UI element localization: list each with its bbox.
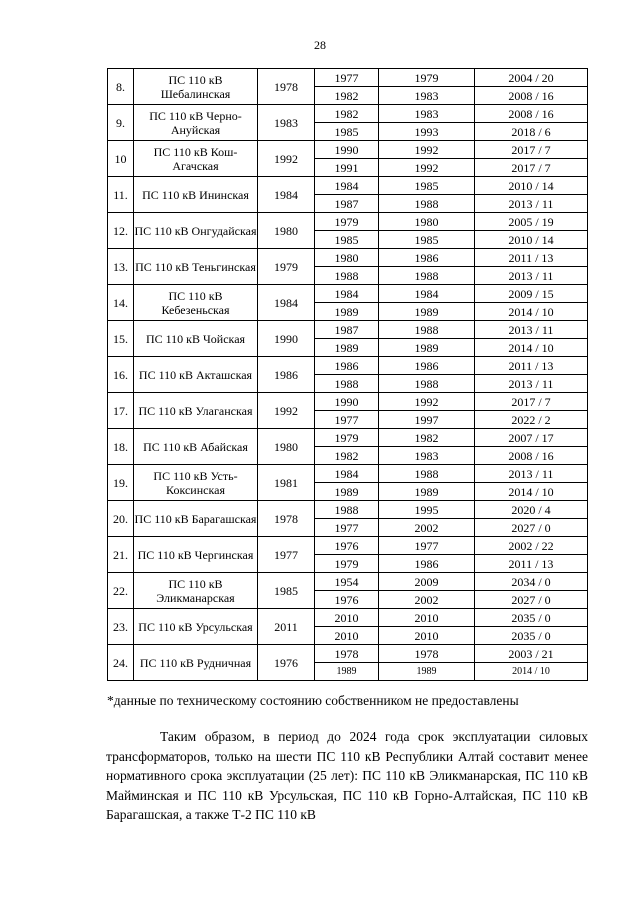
install-year: 1989 bbox=[379, 303, 475, 321]
commission-year: 1978 bbox=[258, 69, 315, 105]
commission-year: 1990 bbox=[258, 321, 315, 357]
footnote: *данные по техническому состоянию собственником не предоставлены bbox=[107, 693, 519, 708]
commission-year: 1980 bbox=[258, 213, 315, 249]
install-year: 1986 bbox=[379, 555, 475, 573]
manufacture-year: 1976 bbox=[315, 591, 379, 609]
row-number: 19. bbox=[108, 465, 134, 501]
commission-year: 1984 bbox=[258, 285, 315, 321]
table-row bbox=[108, 645, 588, 663]
end-of-life: 2022 / 2 bbox=[475, 411, 588, 429]
manufacture-year: 2010 bbox=[315, 627, 379, 645]
manufacture-year: 1982 bbox=[315, 447, 379, 465]
install-year: 1978 bbox=[379, 645, 475, 663]
end-of-life: 2014 / 10 bbox=[475, 483, 588, 501]
install-year: 1986 bbox=[379, 357, 475, 375]
substation-name: ПС 110 кВ Барагашская bbox=[134, 501, 258, 537]
substation-name: ПС 110 кВ Урсульская bbox=[134, 609, 258, 645]
substation-name: ПС 110 кВ Кебезеньская bbox=[134, 285, 258, 321]
end-of-life: 2004 / 20 bbox=[475, 69, 588, 87]
table-row bbox=[108, 465, 588, 483]
end-of-life: 2002 / 22 bbox=[475, 537, 588, 555]
substation-name: ПС 110 кВ Чергинская bbox=[134, 537, 258, 573]
body-paragraph: Таким образом, в период до 2024 года срок эксплуатации силовых трансформаторов, только на шести ПС 110 кВ Республики Алтай составит менее нормативного срока эксплуатации (25 лет): ПС 110 кВ Эликманарская, ПС 110 кВ Майминская и ПС 110 кВ Урсульская, ПС 110 кВ Горно-Алтайская, ПС 110 кВ Барагашская, а также Т-2 ПС 110 кВ bbox=[106, 729, 588, 822]
end-of-life: 2017 / 7 bbox=[475, 393, 588, 411]
install-year: 2002 bbox=[379, 519, 475, 537]
end-of-life: 2017 / 7 bbox=[475, 141, 588, 159]
manufacture-year: 1977 bbox=[315, 519, 379, 537]
commission-year: 1986 bbox=[258, 357, 315, 393]
commission-year: 1992 bbox=[258, 393, 315, 429]
substation-name: ПС 110 кВ Рудничная bbox=[134, 645, 258, 681]
row-number: 22. bbox=[108, 573, 134, 609]
commission-year: 1984 bbox=[258, 177, 315, 213]
install-year: 1988 bbox=[379, 195, 475, 213]
manufacture-year: 1988 bbox=[315, 267, 379, 285]
commission-year: 1976 bbox=[258, 645, 315, 681]
row-number: 16. bbox=[108, 357, 134, 393]
substation-name: ПС 110 кВ Онгудайская bbox=[134, 213, 258, 249]
manufacture-year: 1990 bbox=[315, 393, 379, 411]
row-number: 10 bbox=[108, 141, 134, 177]
substation-name: ПС 110 кВ Улаганская bbox=[134, 393, 258, 429]
install-year: 1997 bbox=[379, 411, 475, 429]
install-year: 2010 bbox=[379, 609, 475, 627]
install-year: 2002 bbox=[379, 591, 475, 609]
row-number: 12. bbox=[108, 213, 134, 249]
row-number: 20. bbox=[108, 501, 134, 537]
manufacture-year: 1987 bbox=[315, 321, 379, 339]
install-year: 1995 bbox=[379, 501, 475, 519]
install-year: 1992 bbox=[379, 393, 475, 411]
commission-year: 1981 bbox=[258, 465, 315, 501]
install-year: 1982 bbox=[379, 429, 475, 447]
commission-year: 1985 bbox=[258, 573, 315, 609]
end-of-life: 2013 / 11 bbox=[475, 375, 588, 393]
end-of-life: 2034 / 0 bbox=[475, 573, 588, 591]
table-row bbox=[108, 105, 588, 123]
install-year: 2009 bbox=[379, 573, 475, 591]
install-year: 1983 bbox=[379, 87, 475, 105]
install-year: 2010 bbox=[379, 627, 475, 645]
manufacture-year: 1988 bbox=[315, 375, 379, 393]
install-year: 1989 bbox=[379, 483, 475, 501]
end-of-life: 2010 / 14 bbox=[475, 177, 588, 195]
end-of-life: 2011 / 13 bbox=[475, 249, 588, 267]
substation-name: ПС 110 кВ Черно-Ануйская bbox=[134, 105, 258, 141]
manufacture-year: 1977 bbox=[315, 69, 379, 87]
table-row bbox=[108, 177, 588, 195]
install-year: 1988 bbox=[379, 321, 475, 339]
end-of-life: 2013 / 11 bbox=[475, 267, 588, 285]
manufacture-year: 2010 bbox=[315, 609, 379, 627]
install-year: 1979 bbox=[379, 69, 475, 87]
table-row bbox=[108, 501, 588, 519]
end-of-life: 2009 / 15 bbox=[475, 285, 588, 303]
install-year: 1988 bbox=[379, 465, 475, 483]
row-number: 21. bbox=[108, 537, 134, 573]
install-year: 1977 bbox=[379, 537, 475, 555]
install-year: 1992 bbox=[379, 159, 475, 177]
end-of-life: 2027 / 0 bbox=[475, 591, 588, 609]
page-number: 28 bbox=[314, 38, 326, 52]
install-year: 1989 bbox=[379, 339, 475, 357]
manufacture-year: 1979 bbox=[315, 213, 379, 231]
end-of-life: 2010 / 14 bbox=[475, 231, 588, 249]
row-number: 17. bbox=[108, 393, 134, 429]
substation-name: ПС 110 кВ Кош-Агачская bbox=[134, 141, 258, 177]
manufacture-year: 1979 bbox=[315, 429, 379, 447]
row-number: 18. bbox=[108, 429, 134, 465]
row-number: 24. bbox=[108, 645, 134, 681]
substation-name: ПС 110 кВ Абайская bbox=[134, 429, 258, 465]
manufacture-year: 1989 bbox=[315, 663, 379, 681]
manufacture-year: 1988 bbox=[315, 501, 379, 519]
install-year: 1989 bbox=[379, 663, 475, 681]
end-of-life: 2035 / 0 bbox=[475, 627, 588, 645]
end-of-life: 2011 / 13 bbox=[475, 357, 588, 375]
manufacture-year: 1977 bbox=[315, 411, 379, 429]
install-year: 1993 bbox=[379, 123, 475, 141]
commission-year: 1977 bbox=[258, 537, 315, 573]
manufacture-year: 1954 bbox=[315, 573, 379, 591]
manufacture-year: 1987 bbox=[315, 195, 379, 213]
commission-year: 1983 bbox=[258, 105, 315, 141]
manufacture-year: 1989 bbox=[315, 483, 379, 501]
manufacture-year: 1990 bbox=[315, 141, 379, 159]
end-of-life: 2005 / 19 bbox=[475, 213, 588, 231]
end-of-life: 2027 / 0 bbox=[475, 519, 588, 537]
substation-name: ПС 110 кВ Ининская bbox=[134, 177, 258, 213]
commission-year: 1980 bbox=[258, 429, 315, 465]
table-row bbox=[108, 537, 588, 555]
manufacture-year: 1986 bbox=[315, 357, 379, 375]
substation-name: ПС 110 кВ Акташская bbox=[134, 357, 258, 393]
commission-year: 2011 bbox=[258, 609, 315, 645]
row-number: 11. bbox=[108, 177, 134, 213]
install-year: 1983 bbox=[379, 447, 475, 465]
end-of-life: 2014 / 10 bbox=[475, 303, 588, 321]
row-number: 13. bbox=[108, 249, 134, 285]
install-year: 1986 bbox=[379, 249, 475, 267]
manufacture-year: 1984 bbox=[315, 177, 379, 195]
end-of-life: 2013 / 11 bbox=[475, 321, 588, 339]
row-number: 15. bbox=[108, 321, 134, 357]
substation-name: ПС 110 кВ Эликманарская bbox=[134, 573, 258, 609]
table-row bbox=[108, 321, 588, 339]
end-of-life: 2008 / 16 bbox=[475, 447, 588, 465]
table-row bbox=[108, 213, 588, 231]
commission-year: 1979 bbox=[258, 249, 315, 285]
row-number: 8. bbox=[108, 69, 134, 105]
substation-name: ПС 110 кВ Усть-Коксинская bbox=[134, 465, 258, 501]
row-number: 14. bbox=[108, 285, 134, 321]
install-year: 1980 bbox=[379, 213, 475, 231]
end-of-life: 2020 / 4 bbox=[475, 501, 588, 519]
end-of-life: 2035 / 0 bbox=[475, 609, 588, 627]
table-row bbox=[108, 285, 588, 303]
table-row bbox=[108, 141, 588, 159]
table-row bbox=[108, 573, 588, 591]
table-row bbox=[108, 393, 588, 411]
install-year: 1985 bbox=[379, 231, 475, 249]
table-row bbox=[108, 429, 588, 447]
manufacture-year: 1980 bbox=[315, 249, 379, 267]
substation-name: ПС 110 кВ Теньгинская bbox=[134, 249, 258, 285]
install-year: 1984 bbox=[379, 285, 475, 303]
manufacture-year: 1989 bbox=[315, 339, 379, 357]
table-row bbox=[108, 609, 588, 627]
install-year: 1988 bbox=[379, 375, 475, 393]
manufacture-year: 1985 bbox=[315, 123, 379, 141]
table-row bbox=[108, 69, 588, 87]
end-of-life: 2013 / 11 bbox=[475, 465, 588, 483]
end-of-life: 2003 / 21 bbox=[475, 645, 588, 663]
manufacture-year: 1978 bbox=[315, 645, 379, 663]
end-of-life: 2018 / 6 bbox=[475, 123, 588, 141]
row-number: 23. bbox=[108, 609, 134, 645]
manufacture-year: 1984 bbox=[315, 285, 379, 303]
table-row bbox=[108, 357, 588, 375]
end-of-life: 2008 / 16 bbox=[475, 105, 588, 123]
end-of-life: 2014 / 10 bbox=[475, 339, 588, 357]
end-of-life: 2008 / 16 bbox=[475, 87, 588, 105]
manufacture-year: 1982 bbox=[315, 105, 379, 123]
manufacture-year: 1984 bbox=[315, 465, 379, 483]
manufacture-year: 1976 bbox=[315, 537, 379, 555]
manufacture-year: 1979 bbox=[315, 555, 379, 573]
substation-table bbox=[107, 68, 588, 681]
row-number: 9. bbox=[108, 105, 134, 141]
manufacture-year: 1985 bbox=[315, 231, 379, 249]
manufacture-year: 1989 bbox=[315, 303, 379, 321]
install-year: 1983 bbox=[379, 105, 475, 123]
end-of-life: 2011 / 13 bbox=[475, 555, 588, 573]
commission-year: 1978 bbox=[258, 501, 315, 537]
substation-name: ПС 110 кВ Шебалинская bbox=[134, 69, 258, 105]
end-of-life: 2007 / 17 bbox=[475, 429, 588, 447]
install-year: 1988 bbox=[379, 267, 475, 285]
install-year: 1992 bbox=[379, 141, 475, 159]
install-year: 1985 bbox=[379, 177, 475, 195]
substation-name: ПС 110 кВ Чойская bbox=[134, 321, 258, 357]
end-of-life: 2014 / 10 bbox=[475, 663, 588, 681]
manufacture-year: 1982 bbox=[315, 87, 379, 105]
commission-year: 1992 bbox=[258, 141, 315, 177]
manufacture-year: 1991 bbox=[315, 159, 379, 177]
table-row bbox=[108, 249, 588, 267]
end-of-life: 2017 / 7 bbox=[475, 159, 588, 177]
end-of-life: 2013 / 11 bbox=[475, 195, 588, 213]
